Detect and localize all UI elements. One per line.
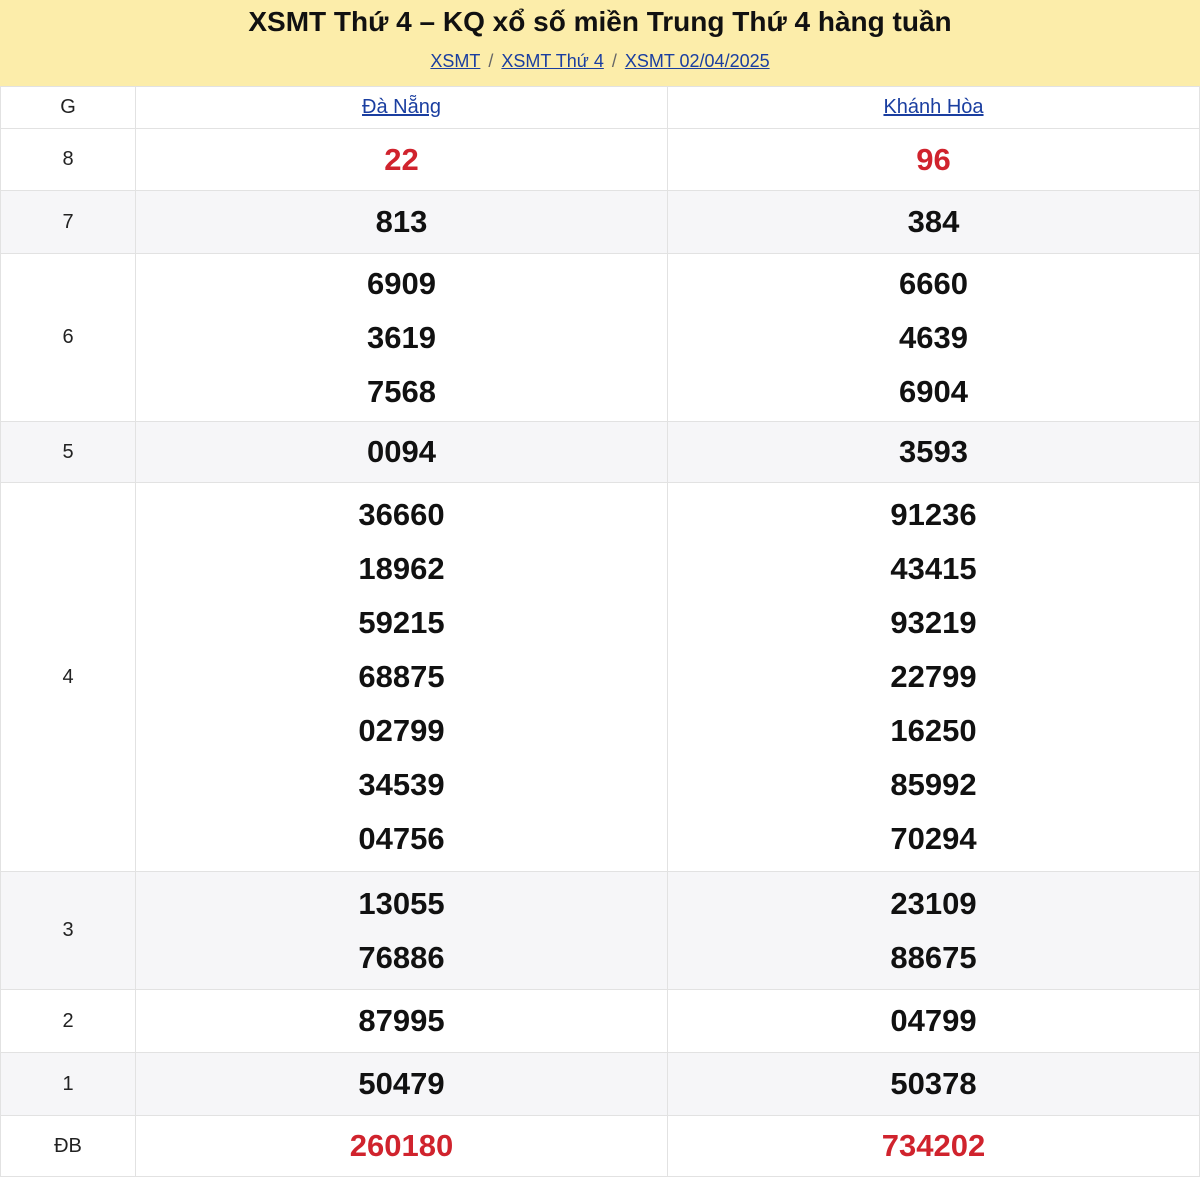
result-cell-da-nang xyxy=(136,422,668,483)
result-number: 3619 xyxy=(367,319,436,355)
result-number: 85992 xyxy=(890,767,977,802)
result-number: 260180 xyxy=(349,1128,454,1163)
result-number: 13055 xyxy=(358,885,445,921)
prize-label: 2 xyxy=(1,990,136,1053)
result-cell-khanh-hoa xyxy=(668,422,1200,483)
table-row xyxy=(1,191,1200,254)
result-number: 18962 xyxy=(358,551,445,586)
result-number: 96 xyxy=(916,141,951,177)
result-cell-da-nang xyxy=(136,191,668,254)
province-header-da-nang xyxy=(136,87,668,129)
result-number: 76886 xyxy=(358,939,445,975)
prize-label: 5 xyxy=(1,422,136,483)
result-number: 02799 xyxy=(358,713,445,748)
result-number: 813 xyxy=(375,204,428,239)
results-table xyxy=(0,86,1200,1177)
result-number: 50479 xyxy=(358,1066,445,1101)
breadcrumb-separator: / xyxy=(611,51,617,71)
result-number: 87995 xyxy=(358,1003,445,1038)
result-number: 16250 xyxy=(890,713,977,748)
result-cell-khanh-hoa xyxy=(668,1116,1200,1177)
breadcrumb-separator: / xyxy=(488,51,494,71)
result-number: 384 xyxy=(907,204,960,239)
result-number: 88675 xyxy=(890,939,977,975)
prize-label: 4 xyxy=(1,483,136,872)
table-row xyxy=(1,483,1200,872)
table-row xyxy=(1,422,1200,483)
result-number: 43415 xyxy=(890,551,977,586)
breadcrumb xyxy=(0,50,1200,72)
result-cell-khanh-hoa xyxy=(668,129,1200,191)
result-number: 70294 xyxy=(890,821,977,856)
result-number: 6904 xyxy=(899,373,968,409)
result-cell-da-nang xyxy=(136,1116,668,1177)
result-number: 36660 xyxy=(358,497,445,532)
result-number: 6660 xyxy=(899,265,968,301)
result-number: 34539 xyxy=(358,767,445,802)
result-cell-da-nang xyxy=(136,483,668,872)
result-cell-da-nang xyxy=(136,129,668,191)
prize-label: 3 xyxy=(1,872,136,990)
result-number: 59215 xyxy=(358,605,445,640)
province-link-da-nang[interactable]: Đà Nẵng xyxy=(362,96,441,118)
table-row xyxy=(1,1053,1200,1116)
table-row xyxy=(1,1116,1200,1177)
result-cell-khanh-hoa xyxy=(668,254,1200,422)
result-cell-khanh-hoa xyxy=(668,191,1200,254)
result-number: 23109 xyxy=(890,885,977,921)
prize-label: 1 xyxy=(1,1053,136,1116)
result-number: 50378 xyxy=(890,1066,977,1101)
result-number: 22 xyxy=(384,141,419,177)
result-number: 91236 xyxy=(890,497,977,532)
table-row xyxy=(1,990,1200,1053)
prize-label: 8 xyxy=(1,129,136,191)
result-number: 04799 xyxy=(890,1003,977,1038)
result-number: 7568 xyxy=(367,373,436,409)
result-cell-khanh-hoa xyxy=(668,1053,1200,1116)
result-number: 6909 xyxy=(367,265,436,301)
prize-label: 7 xyxy=(1,191,136,254)
result-number: 3593 xyxy=(899,434,968,469)
result-cell-da-nang xyxy=(136,990,668,1053)
result-cell-khanh-hoa xyxy=(668,990,1200,1053)
result-number: 04756 xyxy=(358,821,445,856)
breadcrumb-xsmt[interactable]: XSMT xyxy=(430,51,481,71)
province-link-khanh-hoa[interactable]: Khánh Hòa xyxy=(883,96,984,118)
table-row xyxy=(1,254,1200,422)
page-title: XSMT Thứ 4 – KQ xổ số miền Trung Thứ 4 hàng tuần xyxy=(248,6,952,37)
prize-label: 6 xyxy=(1,254,136,422)
breadcrumb-xsmt-thu-4[interactable]: XSMT Thứ 4 xyxy=(501,51,604,71)
result-number: 93219 xyxy=(890,605,977,640)
result-cell-da-nang xyxy=(136,254,668,422)
result-number: 22799 xyxy=(890,659,977,694)
results-body xyxy=(1,129,1200,1177)
prize-label: ĐB xyxy=(1,1116,136,1177)
result-number: 734202 xyxy=(881,1128,986,1163)
breadcrumb-xsmt-date[interactable]: XSMT 02/04/2025 xyxy=(624,51,770,71)
result-cell-da-nang xyxy=(136,872,668,990)
result-cell-da-nang xyxy=(136,1053,668,1116)
page-header xyxy=(0,0,1200,86)
table-header-row xyxy=(1,87,1200,129)
result-number: 4639 xyxy=(899,319,968,355)
table-row xyxy=(1,129,1200,191)
result-cell-khanh-hoa xyxy=(668,872,1200,990)
result-number: 68875 xyxy=(358,659,445,694)
result-number: 0094 xyxy=(367,434,436,469)
prize-column-header: G xyxy=(1,87,136,129)
result-cell-khanh-hoa xyxy=(668,483,1200,872)
province-header-khanh-hoa xyxy=(668,87,1200,129)
table-row xyxy=(1,872,1200,990)
